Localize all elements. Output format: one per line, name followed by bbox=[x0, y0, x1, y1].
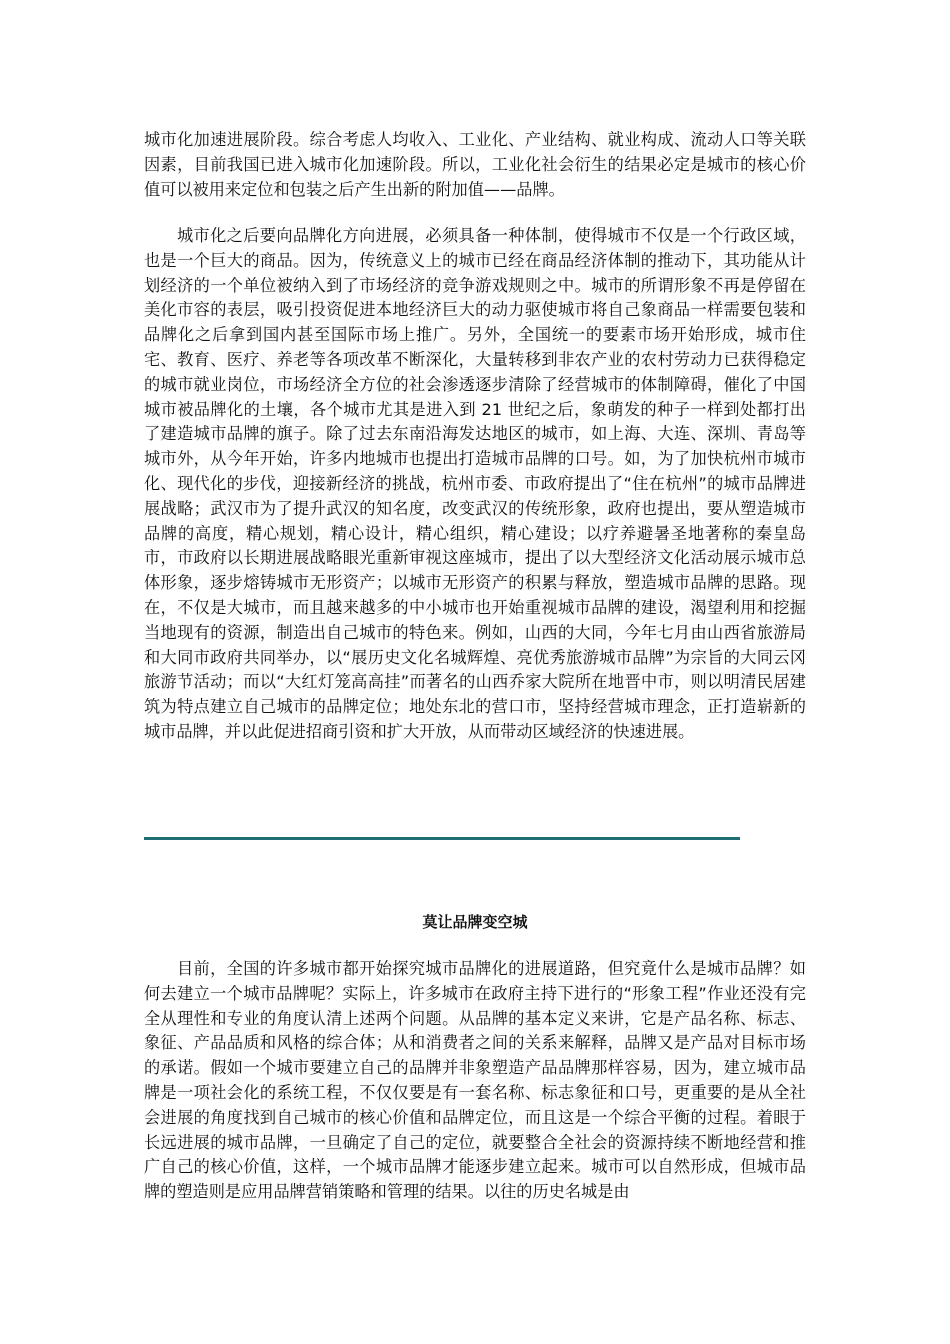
paragraph-urbanization-stage: 城市化加速进展阶段。综合考虑人均收入、工业化、产业结构、就业构成、流动人口等关联因素，目前我国已进入城市化加速阶段。所以，工业化社会衍生的结果必定是城市的核心价值可以被用来定位和包装之后产生出新的附加值——品牌。 bbox=[144, 130, 806, 199]
section-title: 莫让品牌变空城 bbox=[422, 913, 528, 931]
section-divider bbox=[144, 837, 740, 840]
paragraph-brand-definition: 目前，全国的许多城市都开始探究城市品牌化的进展道路，但究竟什么是城市品牌？如何去建立一个城市品牌呢？实际上，许多城市在政府主持下进行的“形象工程”作业还没有完全从理性和专业的角度认清上述两个问题。从品牌的基本定义来讲，它是产品名称、标志、象征、产品品质和风格的综合体；从和消费者之间的关系来解释，品牌又是产品对目标市场的承诺。假如一个城市要建立自己的品牌并非象塑造产品品牌那样容易，因为，建立城市品牌是一项社会化的系统工程，不仅仅要是有一套名称、标志象征和口号，更重要的是从全社会进展的角度找到自己城市的核心价值和品牌定位，而且这是一个综合平衡的过程。着眼于长远进展的城市品牌，一旦确定了自己的定位，就要整合全社会的资源持续不断地经营和推广自己的核心价值，这样，一个城市品牌才能逐步建立起来。城市可以自然形成，但城市品牌的塑造则是应用品牌营销策略和管理的结果。以往的历史名城是由 bbox=[144, 959, 806, 1202]
paragraph-city-branding: 城市化之后要向品牌化方向进展，必须具备一种体制，使得城市不仅是一个行政区域，也是一个巨大的商品。因为，传统意义上的城市已经在商品经济体制的推动下，其功能从计划经济的一个单位被纳入到了市场经济的竞争游戏规则之中。城市的所谓形象不再是停留在美化市容的表层，吸引投资促进本地经济巨大的动力驱使城市将自己象商品一样需要包装和品牌化之后拿到国内甚至国际市场上推广。另外，全国统一的要素市场开始形成，城市住宅、教育、医疗、养老等各项改革不断深化，大量转移到非农产业的农村劳动力已获得稳定的城市就业岗位，市场经济全方位的社会渗透逐步清除了经营城市的体制障碍，催化了中国城市被品牌化的土壤，各个城市尤其是进入到 21 世纪之后，象萌发的种子一样到处都打出了建造城市品牌的旗子。除了过去东南沿海发达地区的城市，如上海、大连、深圳、青岛等城市外，从今年开始，许多内地城市也提出打造城市品牌的口号。如，为了加快杭州市城市化、现代化的步伐，迎接新经济的挑战，杭州市委、市政府提出了“住在杭州”的城市品牌进展战略；武汉市为了提升武汉的知名度，改变武汉的传统形象，政府也提出，要从塑造城市品牌的高度，精心规划，精心设计，精心组织，精心建设；以疗养避暑圣地著称的秦皇岛市，市政府以长期进展战略眼光重新审视这座城市，提出了以大型经济文化活动展示城市总体形象，逐步熔铸城市无形资产；以城市无形资产的积累与释放，塑造城市品牌的思路。现在，不仅是大城市，而且越来越多的中小城市也开始重视城市品牌的建设，渴望利用和挖掘当地现有的资源，制造出自己城市的特色来。例如，山西的大同，今年七月由山西省旅游局和大同市政府共同举办，以“展历史文化名城辉煌、亮优秀旅游城市品牌”为宗旨的大同云冈旅游节活动；而以“大红灯笼高高挂”而著名的山西乔家大院所在地晋中市，则以明清民居建筑为特点建立自己城市的品牌定位；地处东北的营口市，坚持经营城市理念，正打造崭新的城市品牌，并以此促进招商引资和扩大开放，从而带动区域经济的快速进展。 bbox=[144, 226, 806, 741]
